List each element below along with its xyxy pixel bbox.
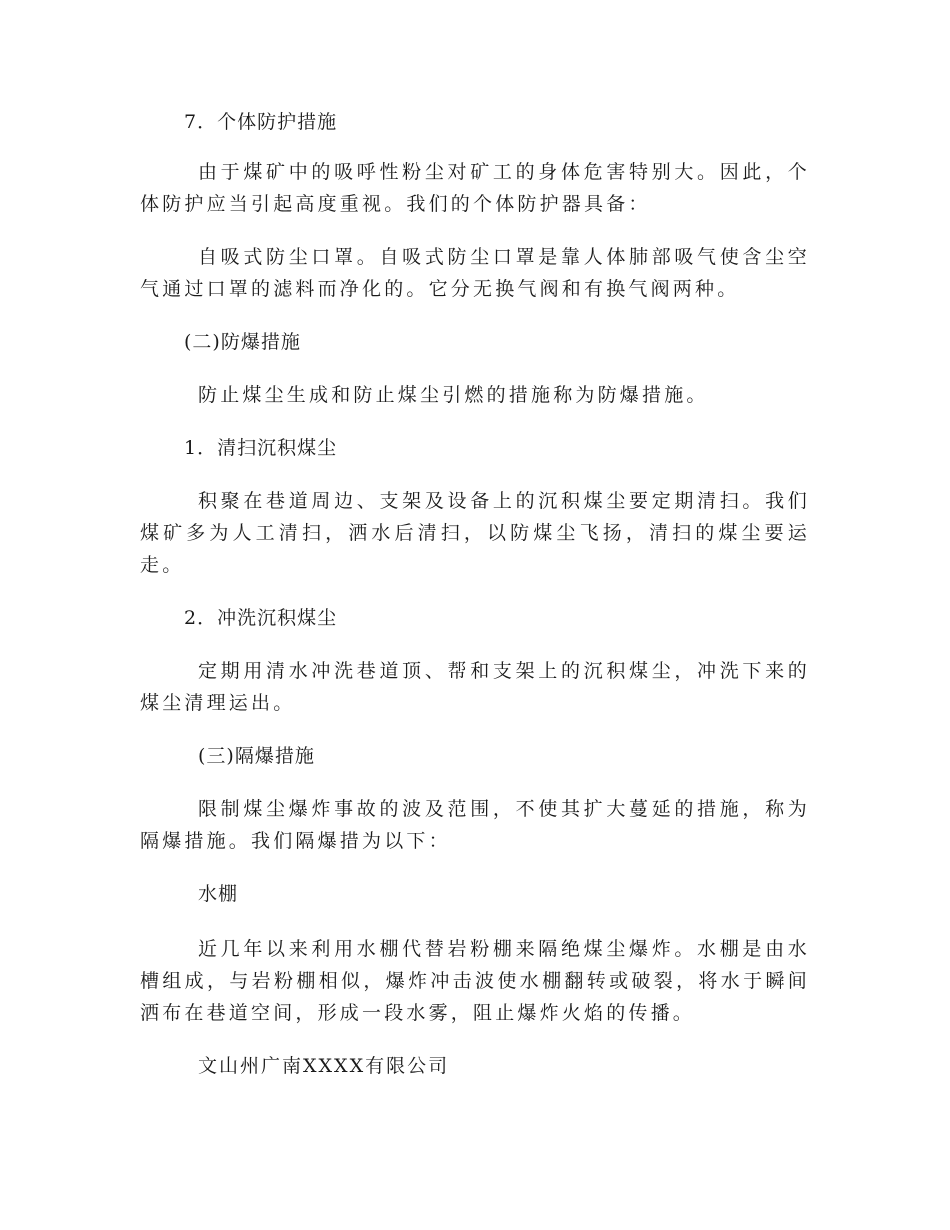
heading-explosion-isolation: (三)隔爆措施	[198, 745, 315, 767]
heading-explosion-prevention: (二)防爆措施	[184, 331, 301, 353]
heading-water-shed: 水棚	[198, 883, 239, 905]
company-name: 文山州广南XXXX有限公司	[198, 1055, 450, 1077]
paragraph-respirable-dust: 由于煤矿中的吸呼性粉尘对矿工的身体危害特别大。因此，个体防护应当引起高度重视。我们的个体防护器具备：	[140, 161, 810, 215]
heading-personal-protection: 7．个体防护措施	[184, 111, 338, 133]
heading-sweep-dust: 1．清扫沉积煤尘	[184, 437, 338, 459]
heading-flush-dust: 2．冲洗沉积煤尘	[184, 607, 338, 629]
paragraph-explosion-prevention-definition: 防止煤尘生成和防止煤尘引燃的措施称为防爆措施。	[198, 384, 709, 406]
paragraph-self-priming-mask: 自吸式防尘口罩。自吸式防尘口罩是靠人体肺部吸气使含尘空气通过口罩的滤料而净化的。它分无换气阀和有换气阀两种。	[140, 246, 810, 300]
paragraph-water-shed: 近几年以来利用水棚代替岩粉棚来隔绝煤尘爆炸。水棚是由水槽组成，与岩粉棚相似，爆炸冲击波使水棚翻转或破裂，将水于瞬间洒布在巷道空间，形成一段水雾，阻止爆炸火焰的传播。	[140, 938, 810, 1024]
paragraph-flush-dust: 定期用清水冲洗巷道顶、帮和支架上的沉积煤尘，冲洗下来的煤尘清理运出。	[140, 660, 810, 714]
document-body	[140, 106, 810, 1082]
paragraph-explosion-isolation-definition: 限制煤尘爆炸事故的波及范围，不使其扩大蔓延的措施，称为隔爆措施。我们隔爆措为以下：	[140, 798, 810, 852]
paragraph-sweep-dust: 积聚在巷道周边、支架及设备上的沉积煤尘要定期清扫。我们煤矿多为人工清扫，洒水后清扫，以防煤尘飞扬，清扫的煤尘要运走。	[140, 490, 810, 576]
